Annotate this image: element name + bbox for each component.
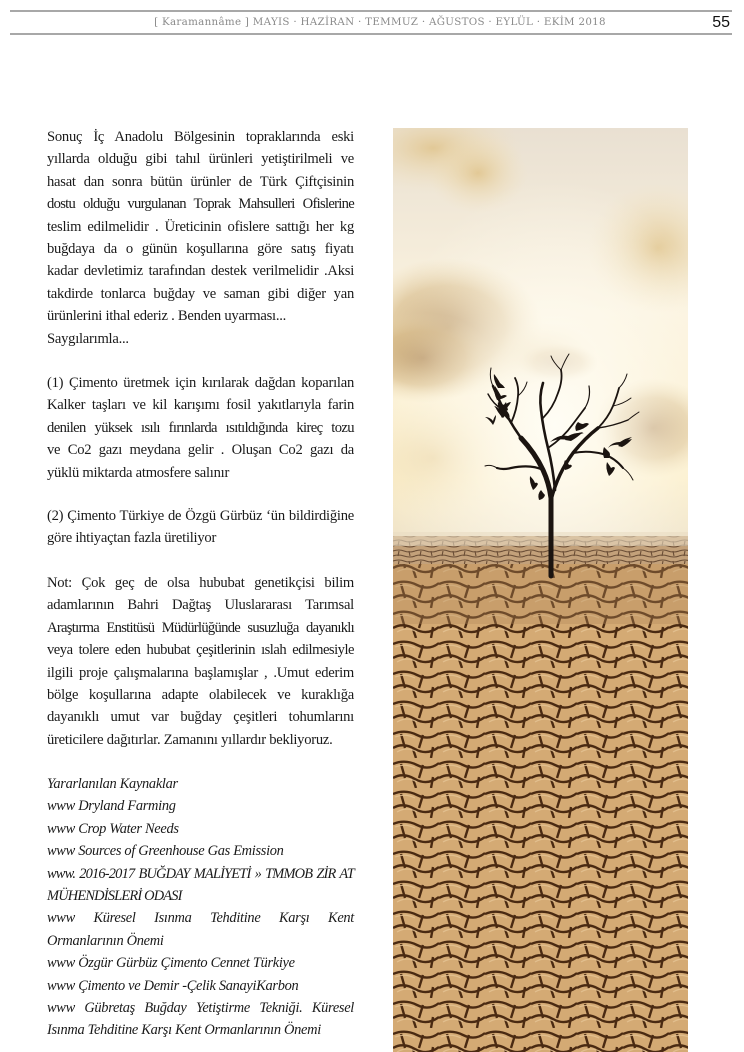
footnote-2: [47, 505, 354, 550]
text-line: Kalker taşları ve kil karışımı fosil yakıtlarıyla farin: [47, 397, 354, 414]
sources-list: [47, 773, 354, 1042]
text-line: (2) Çimento Türkiye de Özgü Gürbüz ‘ün bildirdiğine: [47, 508, 354, 524]
header-rule-bottom: [10, 33, 732, 35]
source-item: www Crop Water Needs: [47, 820, 179, 837]
source-item: www Dryland Farming: [47, 798, 176, 815]
source-item: MÜHENDİSLERİ ODASI: [47, 888, 182, 905]
text-line: yıllarda olduğu gibi tahıl ürünleri yetiştirilmeli ve: [47, 151, 354, 168]
text-line: dostu olduğu vurgulanan Toprak Mahsulleri Ofislerine: [47, 196, 354, 213]
dead-tree-cracked-earth-illustration: [393, 128, 688, 1052]
header-rule-top: [10, 10, 732, 12]
text-line: bölge koşullarına adapte olabilecek ve kuraklığa: [47, 687, 354, 704]
text-line: Not: Çok geç de olsa hububat genetikçisi bilim: [47, 575, 354, 591]
text-line: veya tolere eden hububat çeşitlerinin ıslah edilmesiyle: [47, 642, 354, 659]
source-item: www Küresel Isınma Tehditine Karşı Kent: [47, 910, 354, 927]
source-item: Ormanlarının Önemi: [47, 932, 164, 949]
text-line: dayanıklı umut var buğday çeşitleri tohumlarını: [47, 709, 354, 726]
text-line: adamlarının Bahri Dağtaş Uluslararası Tarımsal: [47, 597, 354, 614]
text-line: denilen yüksek ısılı fırınlarda ısıtıldığında kireç tozu: [47, 419, 354, 436]
page-number: 55: [712, 14, 730, 31]
source-item: www Çimento ve Demir -Çelik SanayiKarbon: [47, 977, 299, 994]
source-item: www Gübretaş Buğday Yetiştirme Tekniği. Küresel: [47, 1000, 354, 1017]
text-line: göre ihtiyaçtan fazla üretiliyor: [47, 530, 217, 547]
paragraph-conclusion: [47, 126, 354, 350]
text-line: hasat dan sonra bütün ürünler de Türk Çiftçisinin: [47, 173, 354, 190]
text-line: buğdaya da o günün koşullarına göre satış fiyatı: [47, 241, 354, 258]
text-line: ve Co2 gazı meydana gelir . Oluşan Co2 gazı da: [47, 442, 354, 459]
text-line: kadar devletimiz tarafından destek verilmelidir .Aksi: [47, 263, 354, 280]
text-line: (1) Çimento üretmek için kırılarak dağdan koparılan: [47, 375, 354, 391]
text-line: takdirde tonlarca buğday ve saman gibi diğer yan: [47, 285, 354, 302]
sources-heading: Yararlanılan Kaynaklar: [47, 776, 178, 792]
footnote-1: [47, 372, 354, 484]
source-item: www. 2016-2017 BUĞDAY MALİYETİ » TMMOB ZİR AT: [47, 865, 354, 882]
cracked-earth: [393, 564, 688, 1052]
text-line: teslim edilmelidir . Üreticinin ofislere sattığı her kg: [47, 218, 354, 235]
text-line: Sonuç İç Anadolu Bölgesinin topraklarında eski: [47, 129, 354, 145]
source-item: Isınma Tehditine Karşı Kent Ormanlarının Önemi: [47, 1022, 321, 1039]
text-line: Araştırma Enstitüsü Müdürlüğünde susuzluğa dayanıklı: [47, 619, 354, 636]
note-paragraph: [47, 572, 354, 751]
text-line: yüklü miktarda atmosfere salınır: [47, 464, 230, 481]
drought-photo: [393, 128, 688, 1052]
text-line: ilgili proje çalışmalarına başlamışlar , .Umut ederim: [47, 664, 354, 681]
text-line: ürünlerini ithal ederiz . Benden uyarması...: [47, 308, 287, 325]
source-item: www Özgür Gürbüz Çimento Cennet Türkiye: [47, 955, 295, 972]
running-head: [ Karamannâme ] MAYIS · HAZİRAN · TEMMUZ · AĞUSTOS · EYLÜL · EKİM 2018: [154, 16, 606, 28]
text-line: Saygılarımla...: [47, 330, 129, 347]
source-item: www Sources of Greenhouse Gas Emission: [47, 843, 284, 860]
text-line: üreticilere dağıtırlar. Zamanını yıllardır bekliyoruz.: [47, 731, 333, 748]
